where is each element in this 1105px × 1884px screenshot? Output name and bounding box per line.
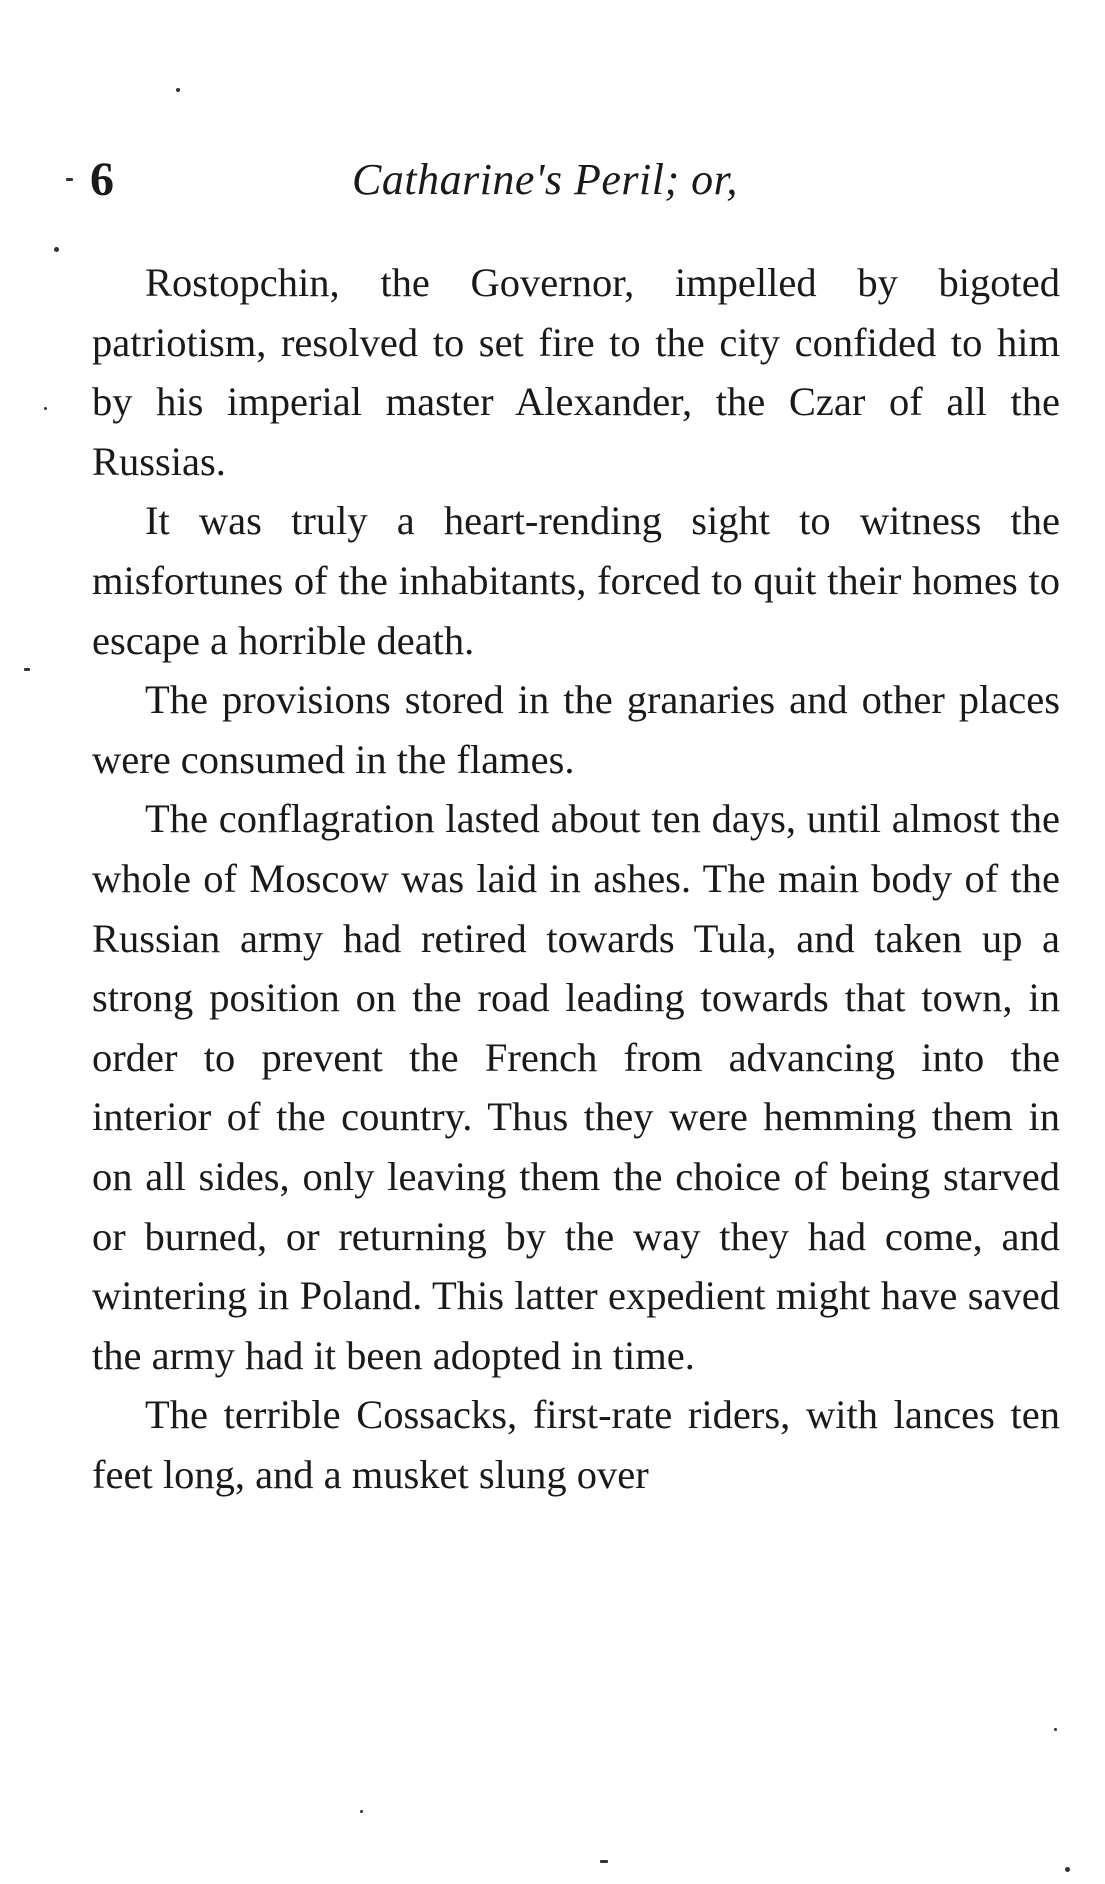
paragraph: The provisions stored in the granaries and other places were consumed in the flames. — [92, 677, 1060, 782]
scan-speck — [1065, 1867, 1070, 1872]
scan-speck — [54, 247, 59, 252]
running-title: Catharine's Peril; or, — [352, 155, 738, 204]
paragraph: The terrible Cossacks, first-rate riders, with lances ten feet long, and a musket slung over — [92, 1392, 1060, 1497]
page-header — [62, 152, 1062, 212]
body-text — [92, 253, 1060, 1504]
scan-speck — [360, 1810, 363, 1813]
scan-speck — [1054, 1728, 1057, 1731]
scan-speck — [44, 407, 47, 410]
paragraph: The conflagration lasted about ten days, until almost the whole of Moscow was laid in ashes. The main body of the Russian army had retired towards Tula, and taken up a strong position on the road leading towards that town, in order to prevent the French from advancing into the interior of the country. Thus they were hemming them in on all sides, only leaving them the choice of being starved or burned, or returning by the way they had come, and wintering in Poland. This latter expedient might have saved the army had it been adopted in time. — [92, 796, 1060, 1378]
scan-speck — [66, 178, 73, 181]
paragraph: It was truly a heart-rending sight to witness the misfortunes of the inhabitants, forced to quit their homes to escape a horrible death. — [92, 498, 1060, 663]
paragraph: Rostopchin, the Governor, impelled by bigoted patriotism, resolved to set fire to the city confided to him by his imperial master Alexander, the Czar of all the Russias. — [92, 260, 1060, 484]
scan-speck — [600, 1860, 608, 1863]
scan-speck — [24, 668, 30, 671]
scan-speck — [176, 88, 180, 92]
page-number: 6 — [90, 153, 114, 206]
